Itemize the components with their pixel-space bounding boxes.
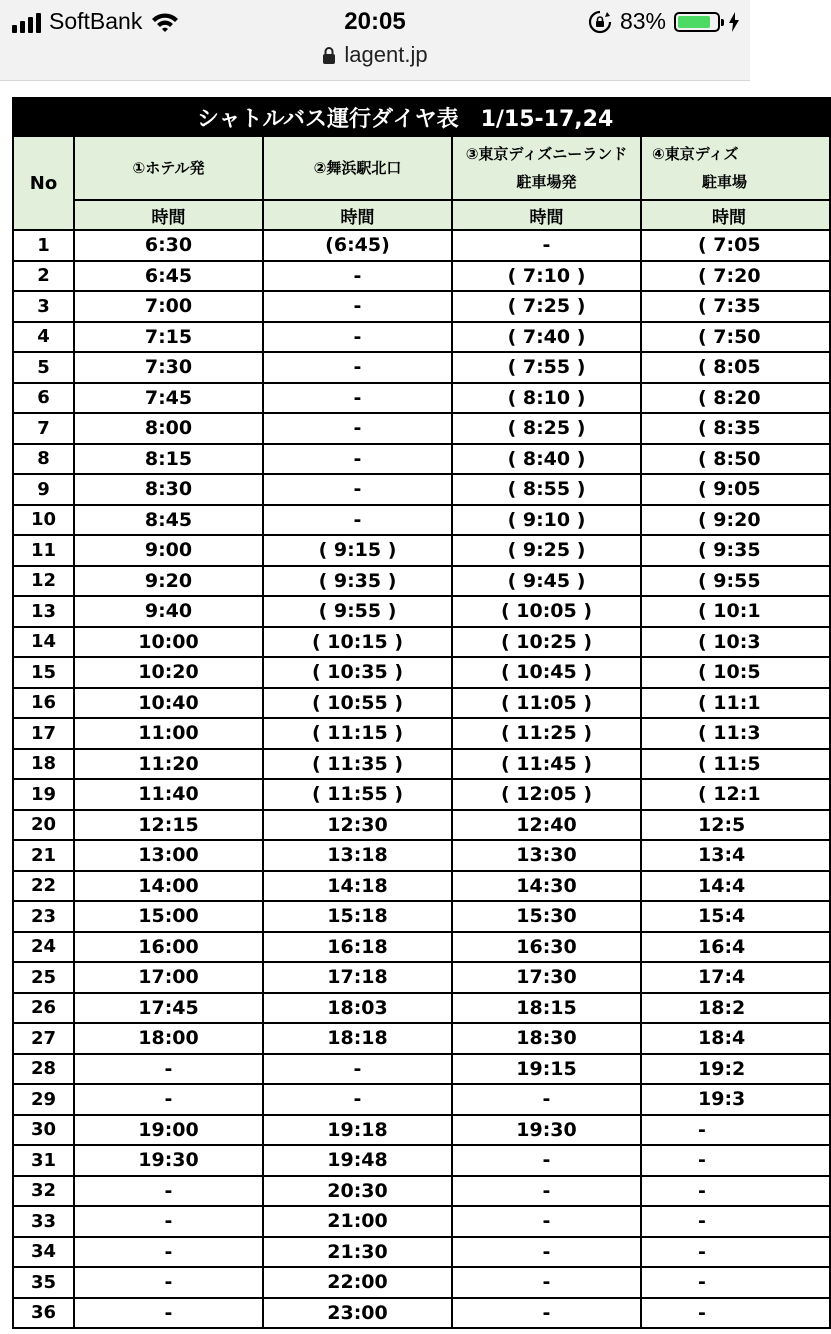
column-header-tds-parking — [641, 136, 830, 200]
time-cell: ( 7:55 ) — [452, 352, 641, 383]
time-cell: (6:45) — [263, 230, 452, 261]
shuttle-schedule-table — [12, 97, 831, 1329]
row-number-cell: 24 — [13, 932, 74, 963]
table-row — [13, 901, 830, 932]
time-cell: ( 9:35 — [641, 535, 830, 566]
time-cell: ( 9:05 — [641, 474, 830, 505]
table-row — [13, 1267, 830, 1298]
time-cell: 11:20 — [74, 749, 263, 780]
battery-fill — [678, 16, 710, 28]
column-subheader: 時間 — [452, 200, 641, 230]
row-number-cell: 18 — [13, 749, 74, 780]
time-cell: - — [263, 413, 452, 444]
time-cell: ( 10:5 — [641, 657, 830, 688]
column-header-tdl-parking — [452, 136, 641, 200]
time-cell: - — [263, 505, 452, 536]
time-cell: ( 9:10 ) — [452, 505, 641, 536]
time-cell: 13:4 — [641, 840, 830, 871]
time-cell: ( 9:15 ) — [263, 535, 452, 566]
time-cell: 22:00 — [263, 1267, 452, 1298]
row-number-cell: 3 — [13, 291, 74, 322]
time-cell: ( 10:35 ) — [263, 657, 452, 688]
row-number-cell: 27 — [13, 1023, 74, 1054]
table-title: シャトルバス運行ダイヤ表 1/15-17,24 — [13, 98, 830, 136]
column-subheader: 時間 — [641, 200, 830, 230]
time-cell: ( 11:25 ) — [452, 718, 641, 749]
time-cell: ( 7:35 — [641, 291, 830, 322]
time-cell: ( 9:55 ) — [263, 596, 452, 627]
table-row — [13, 261, 830, 292]
time-cell: 8:00 — [74, 413, 263, 444]
time-cell: 19:48 — [263, 1145, 452, 1176]
table-row — [13, 291, 830, 322]
table-row — [13, 383, 830, 414]
lock-icon — [322, 46, 336, 64]
schedule-rows — [13, 230, 830, 1328]
orientation-lock-icon — [588, 10, 612, 34]
time-cell: ( 10:15 ) — [263, 627, 452, 658]
row-number-cell: 25 — [13, 962, 74, 993]
table-row — [13, 810, 830, 841]
table-row — [13, 1023, 830, 1054]
time-cell: - — [452, 1145, 641, 1176]
time-cell: ( 8:05 — [641, 352, 830, 383]
column-header-hotel — [74, 136, 263, 200]
time-cell: - — [452, 230, 641, 261]
time-cell: 14:00 — [74, 871, 263, 902]
table-row — [13, 871, 830, 902]
time-cell: - — [263, 444, 452, 475]
row-number-cell: 36 — [13, 1298, 74, 1329]
time-cell: 16:00 — [74, 932, 263, 963]
time-cell: ( 8:55 ) — [452, 474, 641, 505]
time-cell: 12:5 — [641, 810, 830, 841]
time-cell: 7:30 — [74, 352, 263, 383]
time-cell: 14:4 — [641, 871, 830, 902]
time-cell: 19:2 — [641, 1054, 830, 1085]
time-cell: - — [74, 1084, 263, 1115]
table-row — [13, 535, 830, 566]
column-header-maihama — [263, 136, 452, 200]
time-cell: ( 11:5 — [641, 749, 830, 780]
time-cell: ( 8:10 ) — [452, 383, 641, 414]
time-cell: 15:30 — [452, 901, 641, 932]
row-number-cell: 2 — [13, 261, 74, 292]
time-cell: - — [74, 1206, 263, 1237]
time-cell: - — [263, 352, 452, 383]
time-cell: 16:4 — [641, 932, 830, 963]
time-cell: 12:30 — [263, 810, 452, 841]
row-number-cell: 4 — [13, 322, 74, 353]
time-cell: 9:20 — [74, 566, 263, 597]
right-status-group — [588, 8, 740, 35]
row-number-cell: 20 — [13, 810, 74, 841]
time-cell: - — [263, 291, 452, 322]
time-cell: ( 9:55 — [641, 566, 830, 597]
browser-chrome — [0, 0, 750, 81]
time-cell: ( 11:45 ) — [452, 749, 641, 780]
row-number-cell: 32 — [13, 1176, 74, 1207]
row-number-cell: 10 — [13, 505, 74, 536]
time-cell: 18:03 — [263, 993, 452, 1024]
time-cell: 8:45 — [74, 505, 263, 536]
row-number-cell: 28 — [13, 1054, 74, 1085]
time-cell: ( 8:20 — [641, 383, 830, 414]
row-number-cell: 23 — [13, 901, 74, 932]
time-cell: ( 9:25 ) — [452, 535, 641, 566]
time-cell: 11:40 — [74, 779, 263, 810]
carrier-name: SoftBank — [49, 8, 143, 34]
time-cell: 11:00 — [74, 718, 263, 749]
time-cell: - — [452, 1206, 641, 1237]
time-cell: - — [641, 1176, 830, 1207]
table-row — [13, 352, 830, 383]
time-cell: - — [263, 383, 452, 414]
time-cell: 7:15 — [74, 322, 263, 353]
time-cell: ( 12:1 — [641, 779, 830, 810]
time-cell: - — [452, 1084, 641, 1115]
time-cell: 16:30 — [452, 932, 641, 963]
table-row — [13, 1145, 830, 1176]
time-cell: - — [641, 1298, 830, 1329]
time-cell: 9:00 — [74, 535, 263, 566]
time-cell: 18:30 — [452, 1023, 641, 1054]
time-cell: 21:00 — [263, 1206, 452, 1237]
table-row — [13, 566, 830, 597]
time-cell: - — [74, 1298, 263, 1329]
column-header-line2: 駐車場 — [702, 173, 748, 191]
table-row — [13, 779, 830, 810]
time-cell: - — [74, 1176, 263, 1207]
time-cell: - — [74, 1267, 263, 1298]
row-number-cell: 9 — [13, 474, 74, 505]
time-cell: - — [263, 1054, 452, 1085]
time-cell: - — [452, 1237, 641, 1268]
table-row — [13, 230, 830, 261]
signal-icon — [12, 11, 41, 33]
table-row — [13, 1115, 830, 1146]
time-cell: - — [263, 1084, 452, 1115]
time-cell: 19:3 — [641, 1084, 830, 1115]
column-header-line1: ②舞浜駅北口 — [313, 159, 402, 177]
table-row — [13, 657, 830, 688]
time-cell: 10:40 — [74, 688, 263, 719]
table-row — [13, 749, 830, 780]
address-bar[interactable] — [0, 40, 750, 70]
time-cell: 16:18 — [263, 932, 452, 963]
time-cell: 7:00 — [74, 291, 263, 322]
table-row — [13, 1237, 830, 1268]
table-row — [13, 474, 830, 505]
time-cell: ( 8:25 ) — [452, 413, 641, 444]
table-row — [13, 1084, 830, 1115]
time-cell: 13:30 — [452, 840, 641, 871]
column-subheader: 時間 — [74, 200, 263, 230]
table-row — [13, 505, 830, 536]
time-cell: - — [641, 1115, 830, 1146]
time-cell: 10:20 — [74, 657, 263, 688]
time-cell: ( 11:05 ) — [452, 688, 641, 719]
time-cell: 21:30 — [263, 1237, 452, 1268]
time-cell: 6:30 — [74, 230, 263, 261]
time-cell: 18:00 — [74, 1023, 263, 1054]
table-row — [13, 1176, 830, 1207]
row-number-cell: 14 — [13, 627, 74, 658]
time-cell: 19:30 — [74, 1145, 263, 1176]
time-cell: - — [641, 1267, 830, 1298]
time-cell: ( 7:05 — [641, 230, 830, 261]
time-cell: 17:45 — [74, 993, 263, 1024]
time-cell: 12:40 — [452, 810, 641, 841]
time-cell: 18:15 — [452, 993, 641, 1024]
row-number-cell: 30 — [13, 1115, 74, 1146]
status-bar — [0, 6, 750, 36]
time-cell: 18:4 — [641, 1023, 830, 1054]
time-cell: ( 7:25 ) — [452, 291, 641, 322]
battery-icon — [674, 12, 720, 32]
table-row — [13, 322, 830, 353]
row-number-cell: 22 — [13, 871, 74, 902]
time-cell: ( 7:40 ) — [452, 322, 641, 353]
column-header-line1: ①ホテル発 — [132, 159, 205, 177]
table-row — [13, 627, 830, 658]
time-cell: 14:30 — [452, 871, 641, 902]
time-cell: ( 10:3 — [641, 627, 830, 658]
time-cell: 19:00 — [74, 1115, 263, 1146]
time-cell: 13:00 — [74, 840, 263, 871]
row-number-cell: 1 — [13, 230, 74, 261]
table-row — [13, 1298, 830, 1329]
time-cell: 8:30 — [74, 474, 263, 505]
row-number-cell: 15 — [13, 657, 74, 688]
time-cell: 7:45 — [74, 383, 263, 414]
time-cell: 8:15 — [74, 444, 263, 475]
time-cell: - — [452, 1176, 641, 1207]
time-cell: 6:45 — [74, 261, 263, 292]
time-cell: - — [74, 1054, 263, 1085]
row-number-cell: 5 — [13, 352, 74, 383]
time-cell: 23:00 — [263, 1298, 452, 1329]
time-cell: ( 11:55 ) — [263, 779, 452, 810]
time-cell: 18:18 — [263, 1023, 452, 1054]
row-number-cell: 21 — [13, 840, 74, 871]
row-number-cell: 17 — [13, 718, 74, 749]
row-number-cell: 26 — [13, 993, 74, 1024]
column-header-line1: ③東京ディズニーランド — [465, 145, 628, 163]
row-number-cell: 11 — [13, 535, 74, 566]
table-row — [13, 993, 830, 1024]
carrier-group — [12, 8, 180, 35]
time-cell: - — [263, 322, 452, 353]
time-cell: - — [641, 1206, 830, 1237]
time-cell: 20:30 — [263, 1176, 452, 1207]
column-header-line1: ④東京ディズ — [652, 145, 739, 163]
time-cell: - — [263, 261, 452, 292]
time-cell: 19:30 — [452, 1115, 641, 1146]
time-cell: - — [452, 1298, 641, 1329]
time-cell: - — [641, 1145, 830, 1176]
time-cell: ( 9:35 ) — [263, 566, 452, 597]
row-number-cell: 35 — [13, 1267, 74, 1298]
time-cell: 17:00 — [74, 962, 263, 993]
time-cell: ( 8:40 ) — [452, 444, 641, 475]
column-subheader: 時間 — [263, 200, 452, 230]
time-cell: 14:18 — [263, 871, 452, 902]
time-cell: 10:00 — [74, 627, 263, 658]
row-number-cell: 34 — [13, 1237, 74, 1268]
time-cell: ( 11:1 — [641, 688, 830, 719]
time-cell: ( 12:05 ) — [452, 779, 641, 810]
table-row — [13, 596, 830, 627]
row-number-cell: 31 — [13, 1145, 74, 1176]
time-cell: ( 10:1 — [641, 596, 830, 627]
url-text[interactable]: lagent.jp — [344, 42, 428, 67]
time-cell: - — [263, 474, 452, 505]
row-number-cell: 29 — [13, 1084, 74, 1115]
table-row — [13, 688, 830, 719]
time-cell: 15:00 — [74, 901, 263, 932]
time-cell: - — [452, 1267, 641, 1298]
table-row — [13, 962, 830, 993]
battery-percent: 83% — [619, 8, 666, 34]
time-cell: 12:15 — [74, 810, 263, 841]
table-row — [13, 840, 830, 871]
time-cell: ( 10:05 ) — [452, 596, 641, 627]
row-number-cell: 7 — [13, 413, 74, 444]
wifi-icon — [150, 11, 180, 33]
time-cell: ( 10:25 ) — [452, 627, 641, 658]
time-cell: ( 11:15 ) — [263, 718, 452, 749]
row-number-cell: 6 — [13, 383, 74, 414]
time-cell: 17:4 — [641, 962, 830, 993]
table-row — [13, 444, 830, 475]
time-cell: 17:18 — [263, 962, 452, 993]
table-row — [13, 413, 830, 444]
time-cell: 19:15 — [452, 1054, 641, 1085]
row-number-cell: 8 — [13, 444, 74, 475]
time-cell: ( 8:50 — [641, 444, 830, 475]
row-number-cell: 33 — [13, 1206, 74, 1237]
time-cell: 17:30 — [452, 962, 641, 993]
time-cell: ( 11:3 — [641, 718, 830, 749]
time-cell: ( 8:35 — [641, 413, 830, 444]
time-cell: 18:2 — [641, 993, 830, 1024]
time-cell: ( 10:55 ) — [263, 688, 452, 719]
time-cell: ( 7:10 ) — [452, 261, 641, 292]
row-number-cell: 12 — [13, 566, 74, 597]
row-number-cell: 16 — [13, 688, 74, 719]
time-cell: ( 7:20 — [641, 261, 830, 292]
time-cell: 13:18 — [263, 840, 452, 871]
row-number-cell: 13 — [13, 596, 74, 627]
no-header: No — [13, 136, 74, 230]
column-header-line2: 駐車場発 — [516, 173, 577, 191]
table-row — [13, 718, 830, 749]
time-cell: ( 9:45 ) — [452, 566, 641, 597]
time-cell: 15:18 — [263, 901, 452, 932]
row-number-cell: 19 — [13, 779, 74, 810]
time-cell: ( 10:45 ) — [452, 657, 641, 688]
time-cell: 19:18 — [263, 1115, 452, 1146]
time-cell: ( 7:50 — [641, 322, 830, 353]
table-row — [13, 1054, 830, 1085]
charging-icon — [728, 12, 740, 32]
time-cell: 15:4 — [641, 901, 830, 932]
time-cell: - — [74, 1237, 263, 1268]
time-cell: 9:40 — [74, 596, 263, 627]
table-row — [13, 932, 830, 963]
status-time: 20:05 — [344, 8, 406, 35]
time-cell: - — [641, 1237, 830, 1268]
time-cell: ( 11:35 ) — [263, 749, 452, 780]
table-row — [13, 1206, 830, 1237]
time-cell: ( 9:20 — [641, 505, 830, 536]
